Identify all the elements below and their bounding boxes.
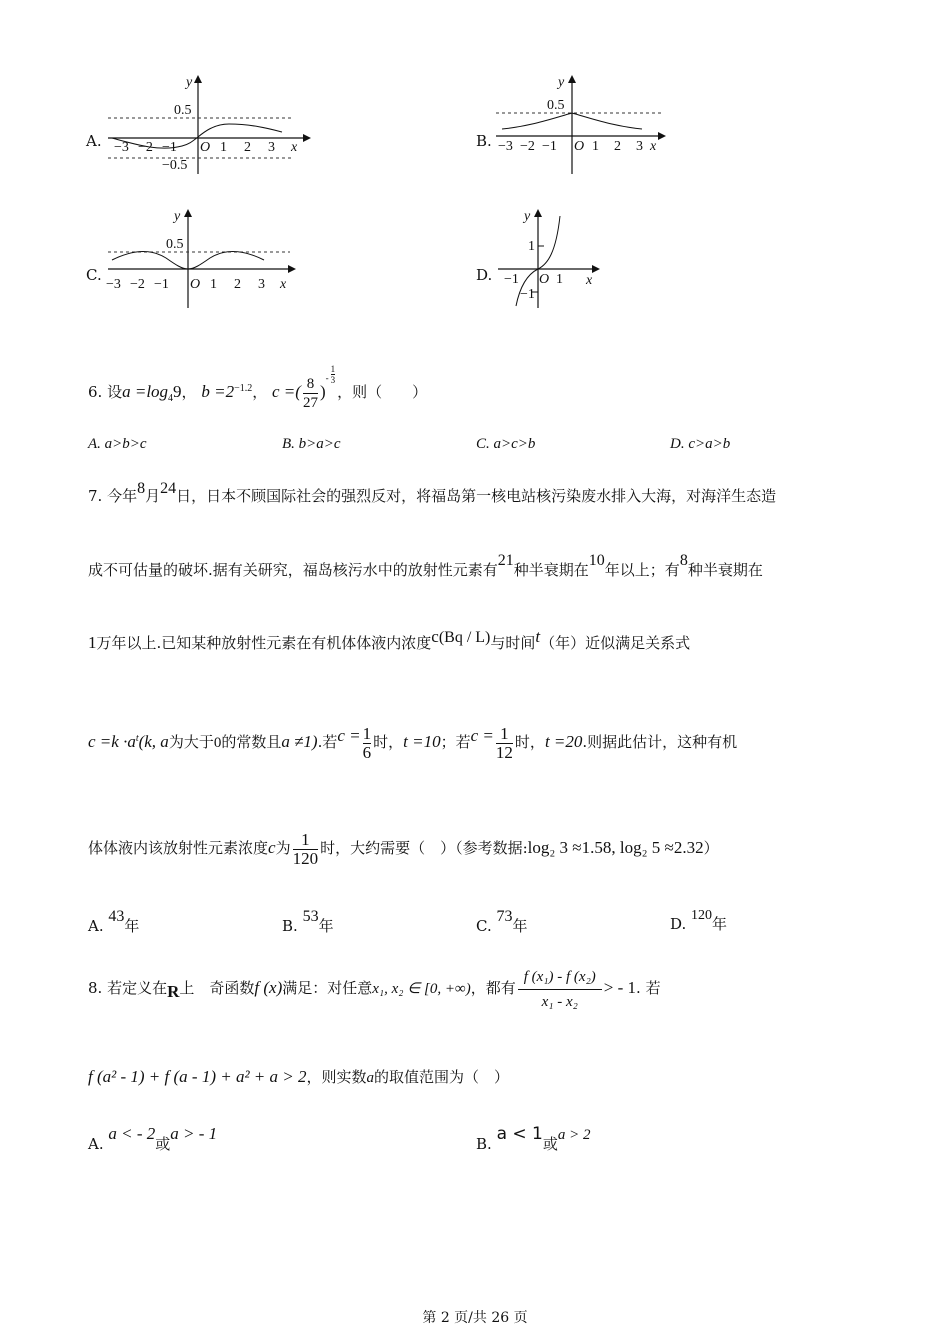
graph-b-tick: −1: [542, 139, 557, 154]
graph-d-tick: 1: [556, 272, 563, 287]
q7-formula: c =k ·a: [88, 732, 136, 751]
graph-b-ytop: 0.5: [547, 98, 565, 113]
q8-fraction: [518, 965, 602, 1014]
graph-a-ytop: 0.5: [174, 103, 192, 118]
q8-text: 8. 若定义在: [88, 979, 168, 997]
q7-c-var: c: [268, 838, 276, 857]
graph-a-tick: 3: [268, 140, 275, 155]
q8-vars: x₁, x₂ ∈ [0, +∞): [372, 981, 471, 997]
q7-option-a[interactable]: [88, 908, 139, 936]
option-label-d: D.: [476, 266, 493, 284]
q6-a-expr: a =log: [122, 382, 169, 401]
q7-text: 与时间: [490, 634, 536, 652]
graph-c-y-label: y: [174, 209, 181, 224]
q7-t10: t =10: [403, 732, 441, 751]
q7-t: t: [535, 627, 541, 646]
q7-text: 时，: [373, 733, 404, 751]
q8-option-expr: a < 1: [496, 1124, 543, 1144]
q7-text: 种半衰期在: [513, 561, 589, 579]
graph-b-tick: 3: [636, 139, 643, 154]
q6-prefix: 6. 设: [88, 383, 123, 401]
graph-b-svg: [492, 72, 676, 177]
q6-option-d[interactable]: D. c>a>b: [670, 436, 731, 452]
q8-text: ，则实数: [306, 1068, 367, 1086]
q7-text: 为: [275, 839, 291, 857]
graph-b-y-label: y: [558, 75, 565, 90]
graph-a-tick: 2: [244, 140, 251, 155]
q7-fraction-2: [496, 725, 513, 762]
q7-option-unit: 年: [712, 915, 728, 933]
q6-c-exp-den: 3: [330, 375, 336, 385]
q6-option-c[interactable]: C. a>c>b: [476, 436, 536, 452]
q7-text: 时，: [514, 733, 545, 751]
q6-option-b[interactable]: B. b>a>c: [282, 436, 341, 452]
q8-option-a[interactable]: [88, 1124, 217, 1154]
q6-c-expr: c =(: [272, 382, 301, 401]
q7-text: ；若: [440, 733, 471, 751]
graph-a-tick: −2: [138, 140, 153, 155]
graph-a-tick: −3: [114, 140, 129, 155]
graph-c-tick: 3: [258, 277, 265, 292]
graph-c-tick: 1: [210, 277, 217, 292]
q8-a-var: a: [366, 1070, 375, 1086]
graph-d-ybottom: −1: [520, 287, 535, 302]
q8-fx: f (x): [254, 978, 283, 997]
q7-line-1: [88, 474, 776, 511]
q6-b-expr: b =2: [201, 382, 235, 401]
q8-real-set: R: [167, 982, 180, 1001]
graph-c-origin: O: [190, 277, 201, 292]
q7-option-c[interactable]: [476, 908, 528, 936]
q8-text: 的取值范围为（ ）: [374, 1068, 510, 1086]
graph-a-tick: −1: [162, 140, 177, 155]
q8-inequality: f (a² - 1) + f (a - 1) + a² + a > 2: [88, 1067, 307, 1086]
option-label-a: A.: [86, 132, 102, 150]
graph-a-x-label: x: [291, 140, 298, 155]
graph-b-tick: 2: [614, 139, 621, 154]
q8-text: 上 奇函数: [179, 979, 255, 997]
graph-d-origin: O: [539, 272, 550, 287]
question-6-stem: [88, 358, 427, 419]
graph-d-tick: −1: [504, 272, 519, 287]
q7-text: ）: [703, 839, 719, 857]
q7-option-unit: 年: [318, 917, 334, 935]
q6-c-num: 8: [306, 375, 315, 392]
q8-option-or: 或: [542, 1135, 558, 1153]
q7-text: 日，日本不顾国际社会的强烈反对，将福岛第一核电站核污染废水排入大海，对海洋生态造: [176, 487, 777, 505]
q7-f3-num: 1: [301, 829, 310, 849]
q7-fraction-1: [363, 725, 372, 762]
q7-f2-num: 1: [500, 723, 509, 743]
q6-c-den: 27: [302, 394, 318, 411]
q7-one: 1: [88, 633, 97, 652]
q7-text: .若: [317, 733, 338, 751]
q6-b-exp: −1.2: [234, 383, 253, 394]
option-label-b: B.: [476, 132, 492, 150]
q7-option-value: 73: [496, 908, 513, 925]
q7-option-letter: A.: [88, 917, 104, 935]
graph-a-tick: 1: [220, 140, 227, 155]
graph-b-tick: −2: [520, 139, 535, 154]
q6-c-exp-frac: [331, 364, 336, 385]
q7-text: 种半衰期在: [687, 561, 763, 579]
q7-f1-num: 1: [362, 723, 372, 743]
q8-frac-num: f (x₁) - f (x₂): [523, 968, 596, 985]
q7-zero: 0: [213, 735, 222, 751]
q8-option-expr: a > - 1: [170, 1124, 218, 1143]
q7-fraction-3: [293, 831, 319, 868]
q7-f1-den: 6: [362, 742, 372, 762]
graph-c-x-label: x: [280, 277, 287, 292]
q8-line-1: [88, 960, 661, 1020]
q8-option-or: 或: [155, 1135, 171, 1153]
q7-cond: a ≠1): [281, 732, 318, 751]
q6-a-base: 4: [168, 393, 174, 404]
q7-option-unit: 年: [124, 917, 140, 935]
q8-option-expr: a > 2: [557, 1127, 591, 1143]
graph-c-tick: −1: [154, 277, 169, 292]
q7-formula-b: (k, a: [138, 732, 169, 751]
graph-option-a: [86, 72, 316, 177]
graph-a-y-label: y: [186, 75, 193, 90]
q7-conc: c: [431, 627, 439, 646]
q6-sep1: ，: [181, 383, 197, 401]
q7-line-5: [88, 818, 719, 878]
q6-c-exp-sign: -: [325, 373, 329, 383]
q8-text: . 若: [636, 979, 661, 997]
graph-a-origin: O: [200, 140, 211, 155]
q7-text: 7. 今年: [88, 487, 138, 505]
q7-option-value: 43: [108, 908, 125, 925]
q7-option-b[interactable]: [282, 908, 334, 936]
q7-option-d[interactable]: [670, 908, 727, 934]
graph-c-ytop: 0.5: [166, 237, 184, 252]
q7-n10: 10: [588, 552, 605, 569]
q7-n8: 8: [679, 552, 688, 569]
q6-c-close: ): [319, 382, 326, 401]
q7-unit: (Bq / L): [438, 629, 491, 646]
q8-option-letter: A.: [88, 1135, 104, 1153]
graph-d-y-label: y: [524, 209, 531, 224]
q7-option-letter: D.: [670, 915, 687, 933]
q6-c-fraction: [303, 375, 318, 412]
q7-text: 的常数且: [221, 733, 282, 751]
q6-a-arg: 9: [173, 382, 182, 401]
q7-n21: 21: [497, 552, 514, 569]
q7-line-4: [88, 706, 737, 773]
q8-line-2: [88, 1062, 509, 1093]
q7-text: 为大于: [168, 733, 214, 751]
q7-text: 成不可估量的破坏.据有关研究，福岛核污水中的放射性元素有: [88, 561, 498, 579]
q7-text: 万年以上.已知某种放射性元素在有机体体液内浓度: [96, 634, 432, 652]
graph-b-tick: −3: [498, 139, 513, 154]
q7-line-2: [88, 546, 763, 585]
q6-suffix: ，则（ ）: [337, 383, 428, 401]
page-footer: 第 2 页/共 26 页: [422, 1310, 528, 1326]
graph-b-x-label: x: [650, 139, 657, 154]
q7-text: （年）近似满足关系式: [540, 634, 691, 652]
q7-c-eq: c =: [337, 726, 361, 745]
q6-c-exp-num: 1: [330, 364, 336, 374]
q7-day: 24: [160, 480, 177, 497]
q7-option-value: 120: [691, 908, 713, 923]
q6-option-a[interactable]: A. a>b>c: [88, 436, 147, 452]
graph-option-b: [476, 72, 676, 177]
graph-b-tick: 1: [592, 139, 599, 154]
q8-option-letter: B.: [476, 1135, 492, 1153]
graph-c-tick: −3: [106, 277, 121, 292]
q7-option-letter: B.: [282, 917, 298, 935]
q7-f3-den: 120: [292, 848, 319, 868]
graph-d-ytop: 1: [528, 239, 535, 254]
q8-text: 满足：对任意: [282, 979, 373, 997]
q7-t20: t =20: [544, 732, 583, 751]
q7-f2-den: 12: [495, 742, 513, 762]
q7-reference-data: log₂ 3 ≈1.58, log₂ 5 ≈2.32: [527, 838, 704, 857]
q7-c-eq2: c =: [470, 726, 494, 745]
option-label-c: C.: [86, 266, 102, 284]
q7-text: 时，大约需要（ ）（参考数据:: [320, 839, 528, 857]
graph-d-x-label: x: [586, 273, 593, 288]
graph-a-ybottom: −0.5: [162, 158, 188, 173]
graph-d-svg: [494, 206, 606, 311]
q7-text: 体体液内该放射性元素浓度: [88, 839, 269, 857]
q7-text: .则据此估计，这种有机: [582, 733, 738, 751]
graph-option-d: [476, 206, 606, 311]
q6-sep2: ，: [252, 383, 268, 401]
graph-option-c: [86, 206, 301, 311]
q7-line-3: [88, 622, 690, 658]
q7-text: 年以上；有: [604, 561, 680, 579]
graph-c-tick: −2: [130, 277, 145, 292]
q8-text: ，都有: [470, 979, 516, 997]
graph-c-svg: [104, 206, 301, 311]
q8-frac-den: x₁ - x₂: [518, 989, 602, 1014]
q7-option-letter: C.: [476, 917, 492, 935]
q7-text: 月: [145, 487, 161, 505]
q8-option-expr: a < - 2: [108, 1124, 156, 1143]
q7-option-value: 53: [302, 908, 319, 925]
q7-month: 8: [137, 480, 146, 497]
q7-formula-exp: t: [135, 733, 139, 744]
q7-option-unit: 年: [512, 917, 528, 935]
q8-gt: > - 1: [603, 978, 637, 997]
graph-c-tick: 2: [234, 277, 241, 292]
graph-b-origin: O: [574, 139, 585, 154]
q8-option-b[interactable]: [476, 1124, 591, 1154]
graph-a-svg: [104, 72, 316, 177]
